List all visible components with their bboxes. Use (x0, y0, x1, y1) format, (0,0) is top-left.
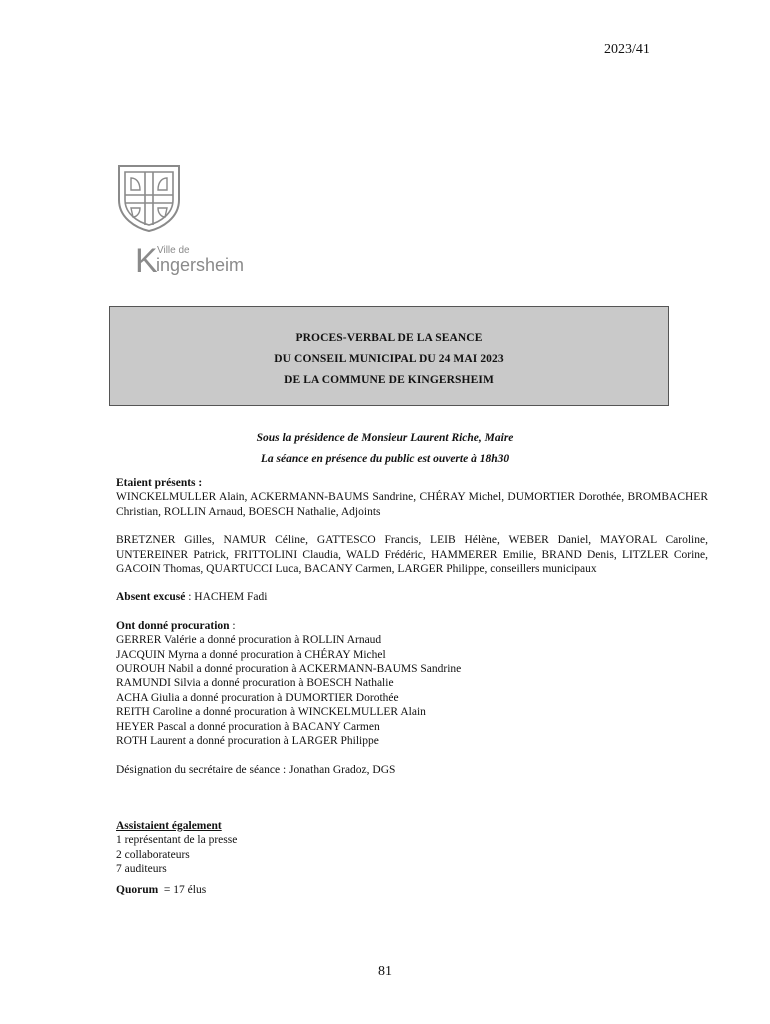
title-line-2: DU CONSEIL MUNICIPAL DU 24 MAI 2023 (274, 353, 504, 365)
page-reference: 2023/41 (604, 42, 650, 57)
shield-cross-icon (114, 162, 184, 232)
procuration-label: Ont donné procuration (116, 619, 230, 632)
page-number: 81 (378, 964, 392, 979)
city-logo (108, 162, 258, 282)
procuration-item: GERRER Valérie a donné procuration à ROLLIN Arnaud (116, 634, 382, 647)
assistaient-heading: Assistaient également (116, 819, 222, 832)
conseillers-list: BRETZNER Gilles, NAMUR Céline, GATTESCO Francis, LEIB Hélène, WEBER Daniel, MAYORAL Caroline, UNTEREINER Patrick, FRITTOLINI Claudia, WALD Frédéric, HAMMERER Emilie, BRAND Denis, LITZLER Corine, GACOIN Thomas, QUARTUCCI Luca, BACANY Carmen, LARGER Philippe, conseillers municipaux (116, 534, 708, 576)
title-line-3: DE LA COMMUNE DE KINGERSHEIM (284, 374, 494, 386)
absent-line (116, 590, 708, 604)
title-line-1: PROCES-VERBAL DE LA SEANCE (295, 332, 483, 344)
document-body (116, 476, 708, 897)
procuration-item: REITH Caroline a donné procuration à WINCKELMULLER Alain (116, 706, 426, 719)
ouverture-line: La séance en présence du public est ouverte à 18h30 (260, 453, 510, 465)
quorum-value: = 17 élus (158, 883, 207, 896)
presidence-line: Sous la présidence de Monsieur Laurent Riche, Maire (256, 432, 514, 444)
presents-heading: Etaient présents : (116, 477, 203, 489)
assistaient-item: 2 collaborateurs (116, 848, 190, 861)
logo-prefix: Ville de (157, 245, 190, 256)
logo-name: ingersheim (156, 255, 245, 275)
adjoints-list: WINCKELMULLER Alain, ACKERMANN-BAUMS Sandrine, CHÉRAY Michel, DUMORTIER Dorothée, BROMBACHER Christian, ROLLIN Arnaud, BOESCH Nathalie, Adjoints (116, 491, 708, 518)
quorum-label: Quorum (116, 883, 159, 896)
procuration-item: ROTH Laurent a donné procuration à LARGER Philippe (116, 735, 379, 748)
procuration-suffix: : (229, 619, 236, 632)
title-box (109, 306, 669, 406)
secretaire-line: Désignation du secrétaire de séance : Jonathan Gradoz, DGS (116, 763, 396, 776)
procuration-item: RAMUNDI Silvia a donné procuration à BOESCH Nathalie (116, 677, 394, 690)
assistaient-item: 7 auditeurs (116, 863, 167, 876)
quorum-line (116, 883, 708, 897)
procuration-item: ACHA Giulia a donné procuration à DUMORTIER Dorothée (116, 691, 399, 704)
absent-label: Absent excusé (116, 591, 186, 604)
procuration-item: OUROUH Nabil a donné procuration à ACKERMANN-BAUMS Sandrine (116, 663, 462, 676)
procuration-item: HEYER Pascal a donné procuration à BACANY Carmen (116, 720, 380, 733)
assistaient-item: 1 représentant de la presse (116, 834, 238, 847)
absent-value: : HACHEM Fadi (185, 591, 268, 604)
intro (0, 428, 770, 470)
procuration-heading (116, 619, 708, 633)
procuration-item: JACQUIN Myrna a donné procuration à CHÉRAY Michel (116, 648, 386, 661)
logo-initial: K (135, 242, 158, 280)
